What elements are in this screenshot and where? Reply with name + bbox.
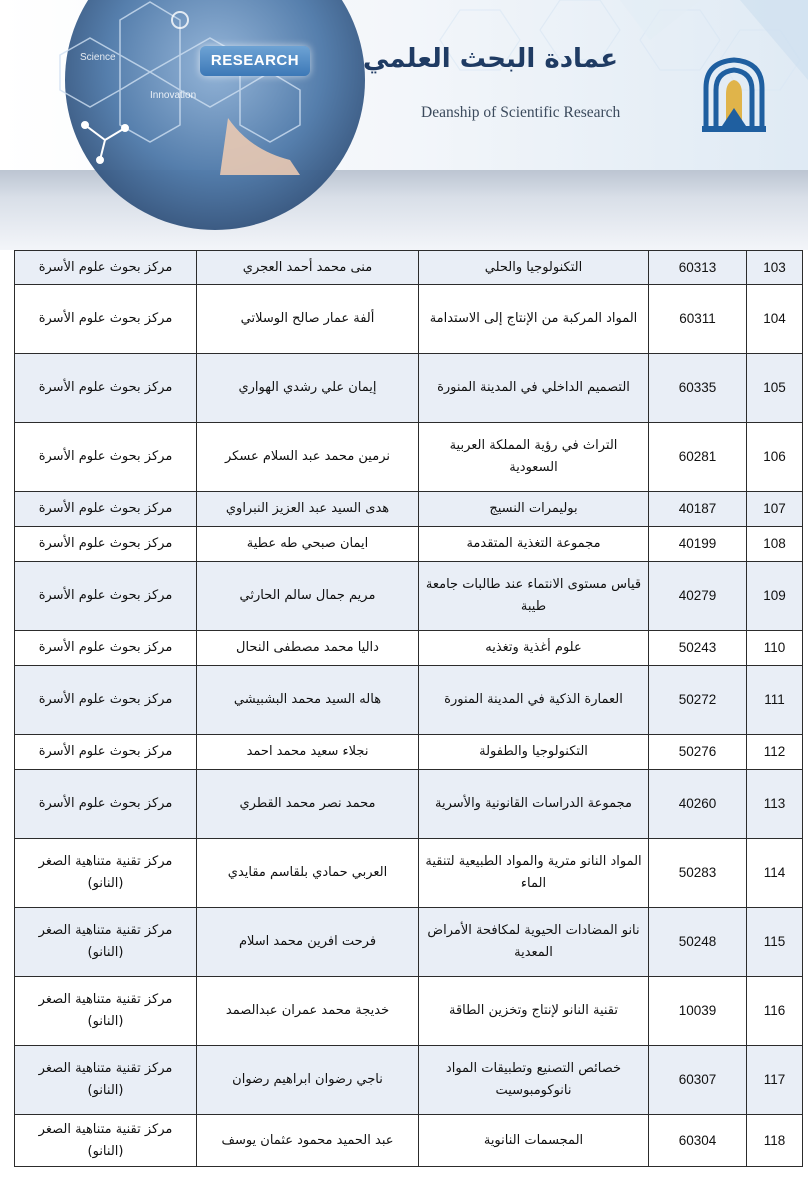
table-row bbox=[15, 492, 803, 527]
row-number-cell: 108 bbox=[747, 527, 803, 562]
group-code-cell: 50248 bbox=[649, 908, 747, 977]
research-center-cell: مركز تقنية متناهية الصغر (النانو) bbox=[15, 839, 197, 908]
group-code-cell: 60304 bbox=[649, 1115, 747, 1167]
leader-name-cell: نرمين محمد عبد السلام عسكر bbox=[197, 423, 419, 492]
table-row bbox=[15, 354, 803, 423]
group-code-cell: 50276 bbox=[649, 735, 747, 770]
group-title-cell: مجموعة الدراسات القانونية والأسرية bbox=[419, 770, 649, 839]
leader-name-cell: عبد الحميد محمود عثمان يوسف bbox=[197, 1115, 419, 1167]
research-badge: RESEARCH bbox=[200, 46, 310, 76]
table-row bbox=[15, 562, 803, 631]
group-code-cell: 60335 bbox=[649, 354, 747, 423]
leader-name-cell: خديجة محمد عمران عبدالصمد bbox=[197, 977, 419, 1046]
row-number-cell: 105 bbox=[747, 354, 803, 423]
group-title-cell: علوم أغذية وتغذيه bbox=[419, 631, 649, 666]
group-code-cell: 40187 bbox=[649, 492, 747, 527]
groups-table-container bbox=[0, 250, 808, 1177]
row-number-cell: 116 bbox=[747, 977, 803, 1046]
group-title-cell: خصائص التصنيع وتطبيقات المواد نانوكومبوسيت bbox=[419, 1046, 649, 1115]
leader-name-cell: ناجي رضوان ابراهيم رضوان bbox=[197, 1046, 419, 1115]
research-center-cell: مركز تقنية متناهية الصغر (النانو) bbox=[15, 908, 197, 977]
row-number-cell: 115 bbox=[747, 908, 803, 977]
table-row bbox=[15, 1115, 803, 1167]
table-row bbox=[15, 666, 803, 735]
group-title-cell: المواد النانو مترية والمواد الطبيعية لتنقية الماء bbox=[419, 839, 649, 908]
row-number-cell: 107 bbox=[747, 492, 803, 527]
group-code-cell: 50283 bbox=[649, 839, 747, 908]
group-title-cell: المواد المركبة من الإنتاج إلى الاستدامة bbox=[419, 285, 649, 354]
table-row bbox=[15, 839, 803, 908]
science-label: Science bbox=[80, 52, 116, 63]
dean-title-arabic: عمادة البحث العلمي bbox=[363, 44, 618, 74]
research-center-cell: مركز بحوث علوم الأسرة bbox=[15, 631, 197, 666]
group-code-cell: 60281 bbox=[649, 423, 747, 492]
row-number-cell: 111 bbox=[747, 666, 803, 735]
research-center-cell: مركز بحوث علوم الأسرة bbox=[15, 285, 197, 354]
leader-name-cell: العربي حمادي بلقاسم مقايدي bbox=[197, 839, 419, 908]
leader-name-cell: هاله السيد محمد البشبيشي bbox=[197, 666, 419, 735]
group-code-cell: 60311 bbox=[649, 285, 747, 354]
research-groups-table bbox=[14, 250, 803, 1167]
leader-name-cell: منى محمد أحمد العجري bbox=[197, 251, 419, 285]
row-number-cell: 117 bbox=[747, 1046, 803, 1115]
leader-name-cell: فرحت افرين محمد اسلام bbox=[197, 908, 419, 977]
dean-title-english: Deanship of Scientific Research bbox=[421, 104, 621, 121]
group-title-cell: التكنولوجيا والحلي bbox=[419, 251, 649, 285]
research-center-cell: مركز بحوث علوم الأسرة bbox=[15, 666, 197, 735]
row-number-cell: 103 bbox=[747, 251, 803, 285]
research-center-cell: مركز بحوث علوم الأسرة bbox=[15, 562, 197, 631]
table-row bbox=[15, 423, 803, 492]
table-row bbox=[15, 285, 803, 354]
research-center-cell: مركز تقنية متناهية الصغر (النانو) bbox=[15, 977, 197, 1046]
group-title-cell: العمارة الذكية في المدينة المنورة bbox=[419, 666, 649, 735]
research-center-cell: مركز بحوث علوم الأسرة bbox=[15, 527, 197, 562]
row-number-cell: 106 bbox=[747, 423, 803, 492]
research-center-cell: مركز بحوث علوم الأسرة bbox=[15, 251, 197, 285]
research-center-cell: مركز بحوث علوم الأسرة bbox=[15, 492, 197, 527]
group-title-cell: التصميم الداخلي في المدينة المنورة bbox=[419, 354, 649, 423]
leader-name-cell: مريم جمال سالم الحارثي bbox=[197, 562, 419, 631]
leader-name-cell: ألفة عمار صالح الوسلاتي bbox=[197, 285, 419, 354]
research-center-cell: مركز بحوث علوم الأسرة bbox=[15, 770, 197, 839]
group-title-cell: قياس مستوى الانتماء عند طالبات جامعة طيبة bbox=[419, 562, 649, 631]
leader-name-cell: نجلاء سعيد محمد احمد bbox=[197, 735, 419, 770]
group-title-cell: التراث في رؤية المملكة العربية السعودية bbox=[419, 423, 649, 492]
row-number-cell: 104 bbox=[747, 285, 803, 354]
header-banner bbox=[0, 0, 808, 250]
table-row bbox=[15, 770, 803, 839]
group-code-cell: 10039 bbox=[649, 977, 747, 1046]
group-title-cell: نانو المضادات الحيوية لمكافحة الأمراض المعدية bbox=[419, 908, 649, 977]
row-number-cell: 118 bbox=[747, 1115, 803, 1167]
university-logo-icon bbox=[696, 54, 772, 134]
leader-name-cell: ايمان صبحي طه عطية bbox=[197, 527, 419, 562]
row-number-cell: 109 bbox=[747, 562, 803, 631]
research-center-cell: مركز بحوث علوم الأسرة bbox=[15, 423, 197, 492]
table-row bbox=[15, 908, 803, 977]
banner-background bbox=[0, 0, 808, 250]
row-number-cell: 113 bbox=[747, 770, 803, 839]
group-code-cell: 40199 bbox=[649, 527, 747, 562]
leader-name-cell: إيمان علي رشدي الهواري bbox=[197, 354, 419, 423]
research-center-cell: مركز تقنية متناهية الصغر (النانو) bbox=[15, 1115, 197, 1167]
table-row bbox=[15, 251, 803, 285]
row-number-cell: 110 bbox=[747, 631, 803, 666]
group-code-cell: 40279 bbox=[649, 562, 747, 631]
group-code-cell: 60307 bbox=[649, 1046, 747, 1115]
leader-name-cell: داليا محمد مصطفى النحال bbox=[197, 631, 419, 666]
research-center-cell: مركز بحوث علوم الأسرة bbox=[15, 354, 197, 423]
table-row bbox=[15, 631, 803, 666]
group-title-cell: مجموعة التغذية المتقدمة bbox=[419, 527, 649, 562]
group-title-cell: تقنية النانو لإنتاج وتخزين الطاقة bbox=[419, 977, 649, 1046]
group-title-cell: المجسمات النانوية bbox=[419, 1115, 649, 1167]
table-row bbox=[15, 527, 803, 562]
innovation-label: Innovation bbox=[150, 90, 197, 101]
group-code-cell: 40260 bbox=[649, 770, 747, 839]
leader-name-cell: هدى السيد عبد العزيز النبراوي bbox=[197, 492, 419, 527]
group-title-cell: التكنولوجيا والطفولة bbox=[419, 735, 649, 770]
group-title-cell: بوليمرات النسيج bbox=[419, 492, 649, 527]
group-code-cell: 50243 bbox=[649, 631, 747, 666]
table-row bbox=[15, 735, 803, 770]
group-code-cell: 50272 bbox=[649, 666, 747, 735]
table-row bbox=[15, 1046, 803, 1115]
research-center-cell: مركز تقنية متناهية الصغر (النانو) bbox=[15, 1046, 197, 1115]
research-center-cell: مركز بحوث علوم الأسرة bbox=[15, 735, 197, 770]
row-number-cell: 112 bbox=[747, 735, 803, 770]
row-number-cell: 114 bbox=[747, 839, 803, 908]
leader-name-cell: محمد نصر محمد القطري bbox=[197, 770, 419, 839]
group-code-cell: 60313 bbox=[649, 251, 747, 285]
table-row bbox=[15, 977, 803, 1046]
